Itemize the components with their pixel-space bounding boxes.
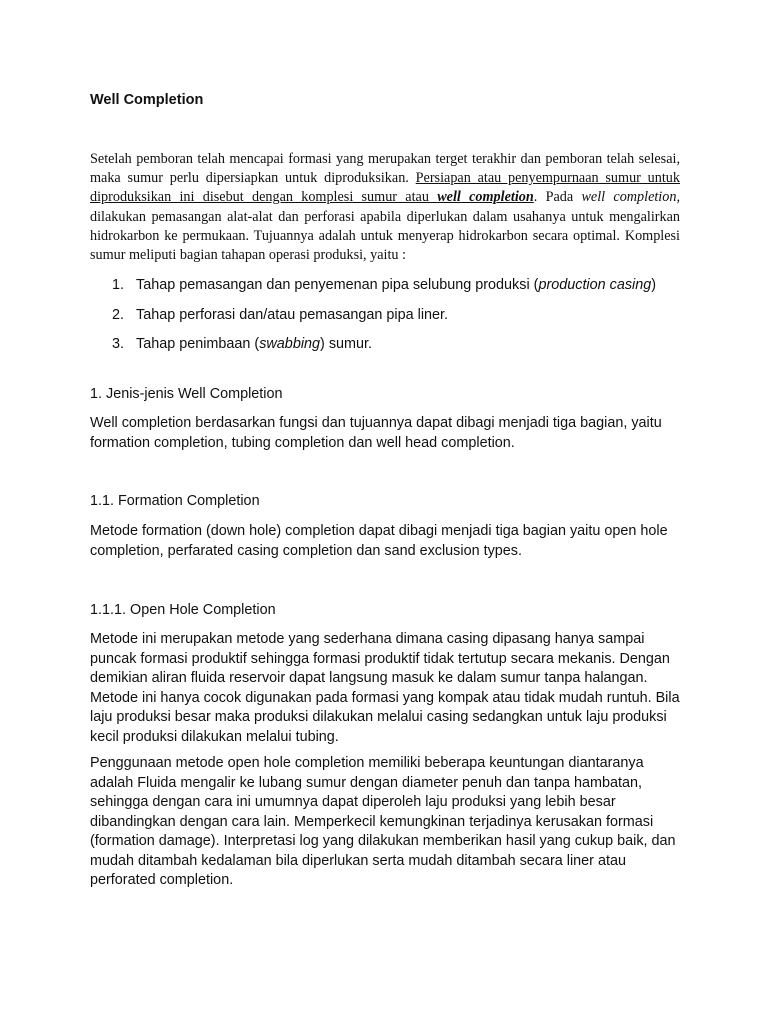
section-1-heading: 1. Jenis-jenis Well Completion [90,386,283,402]
section-1-1-heading: 1.1. Formation Completion [90,493,260,509]
intro-paragraph [90,150,680,265]
document-title: Well Completion [90,92,204,108]
list-item-number: 3. [112,336,125,352]
list-item-text: Tahap perforasi dan/atau pemasangan pipa liner. [136,306,449,323]
list-item [90,335,680,355]
list-item [90,306,680,326]
list-item-italic: production casing [538,277,652,293]
list-item [90,276,680,296]
completion-steps-list [90,276,680,365]
list-item-text-end: ) [651,277,657,293]
intro-underlined-bold-term: well completion [437,189,534,206]
intro-text-3: , dilakukan pemasangan alat-alat dan perforasi apabila diperlukan dalam usahanya untuk mengalirkan hidrokarbon ke permukaan. Tujuannya adalah untuk menyerap hidrokarbon secara optimal. Komplesi sumur meliputi bagian tahapan operasi produksi, yaitu : [90,189,680,264]
section-1-body: Well completion berdasarkan fungsi dan tujuannya dapat dibagi menjadi tiga bagian, yaitu formation completion, tubing completion dan well head completion. [90,415,662,451]
section-1-1-body: Metode formation (down hole) completion dapat dibagi menjadi tiga bagian yaitu open hole completion, perfarated casing completion dan sand exclusion types. [90,523,668,559]
intro-italic-term: well completion [581,189,677,206]
list-item-number: 2. [112,306,125,323]
intro-text-2: . Pada [533,189,582,206]
list-item-number: 1. [112,277,125,293]
list-item-text-end: ) sumur. [320,336,373,352]
section-1-1-1-heading: 1.1.1. Open Hole Completion [90,602,276,618]
list-item-text: Tahap pemasangan dan penyemenan pipa selubung produksi ( [136,277,539,293]
list-item-italic: swabbing [259,336,321,352]
intro-underlined-span: Persiapan atau penyempurnaan sumur untuk diproduksikan ini disebut dengan komplesi sumur atau [90,170,680,206]
intro-text-1: Setelah pemboran telah mencapai formasi yang merupakan terget terakhir dan pemboran telah selesai, maka sumur perlu dipersiapkan untuk diproduksikan. [90,151,680,187]
section-1-1-1-paragraph-1: Metode ini merupakan metode yang sederhana dimana casing dipasang hanya sampai puncak formasi produktif sehingga formasi produktif tidak tertutup secara mekanis. Dengan demikian aliran fluida reservoir dapat langsung masuk ke dalam sumur tanpa halangan. Metode ini hanya cocok digunakan pada formasi yang kompak atau tidak mudah runtuh. Bila laju produksi besar maka produksi dilakukan melalui casing sedangkan untuk laju produksi kecil produksi dilakukan melalui tubing. [90,631,680,745]
list-item-text: Tahap penimbaan ( [136,336,260,352]
section-1-1-1-paragraph-2: Penggunaan metode open hole completion memiliki beberapa keuntungan diantaranya adalah Fluida mengalir ke lubang sumur dengan diameter penuh dan tanpa hambatan, sehingga dengan cara ini umumnya dapat diperoleh laju produksi yang lebih besar dibandingkan dengan cara lain. Memperkecil kemungkinan terjadinya kerusakan formasi (formation damage). Interpretasi log yang dilakukan memberikan hasil yang cukup baik, dan mudah ditambah kedalaman bila diperlukan serta mudah ditambah secara liner atau perforated completion. [90,755,676,888]
